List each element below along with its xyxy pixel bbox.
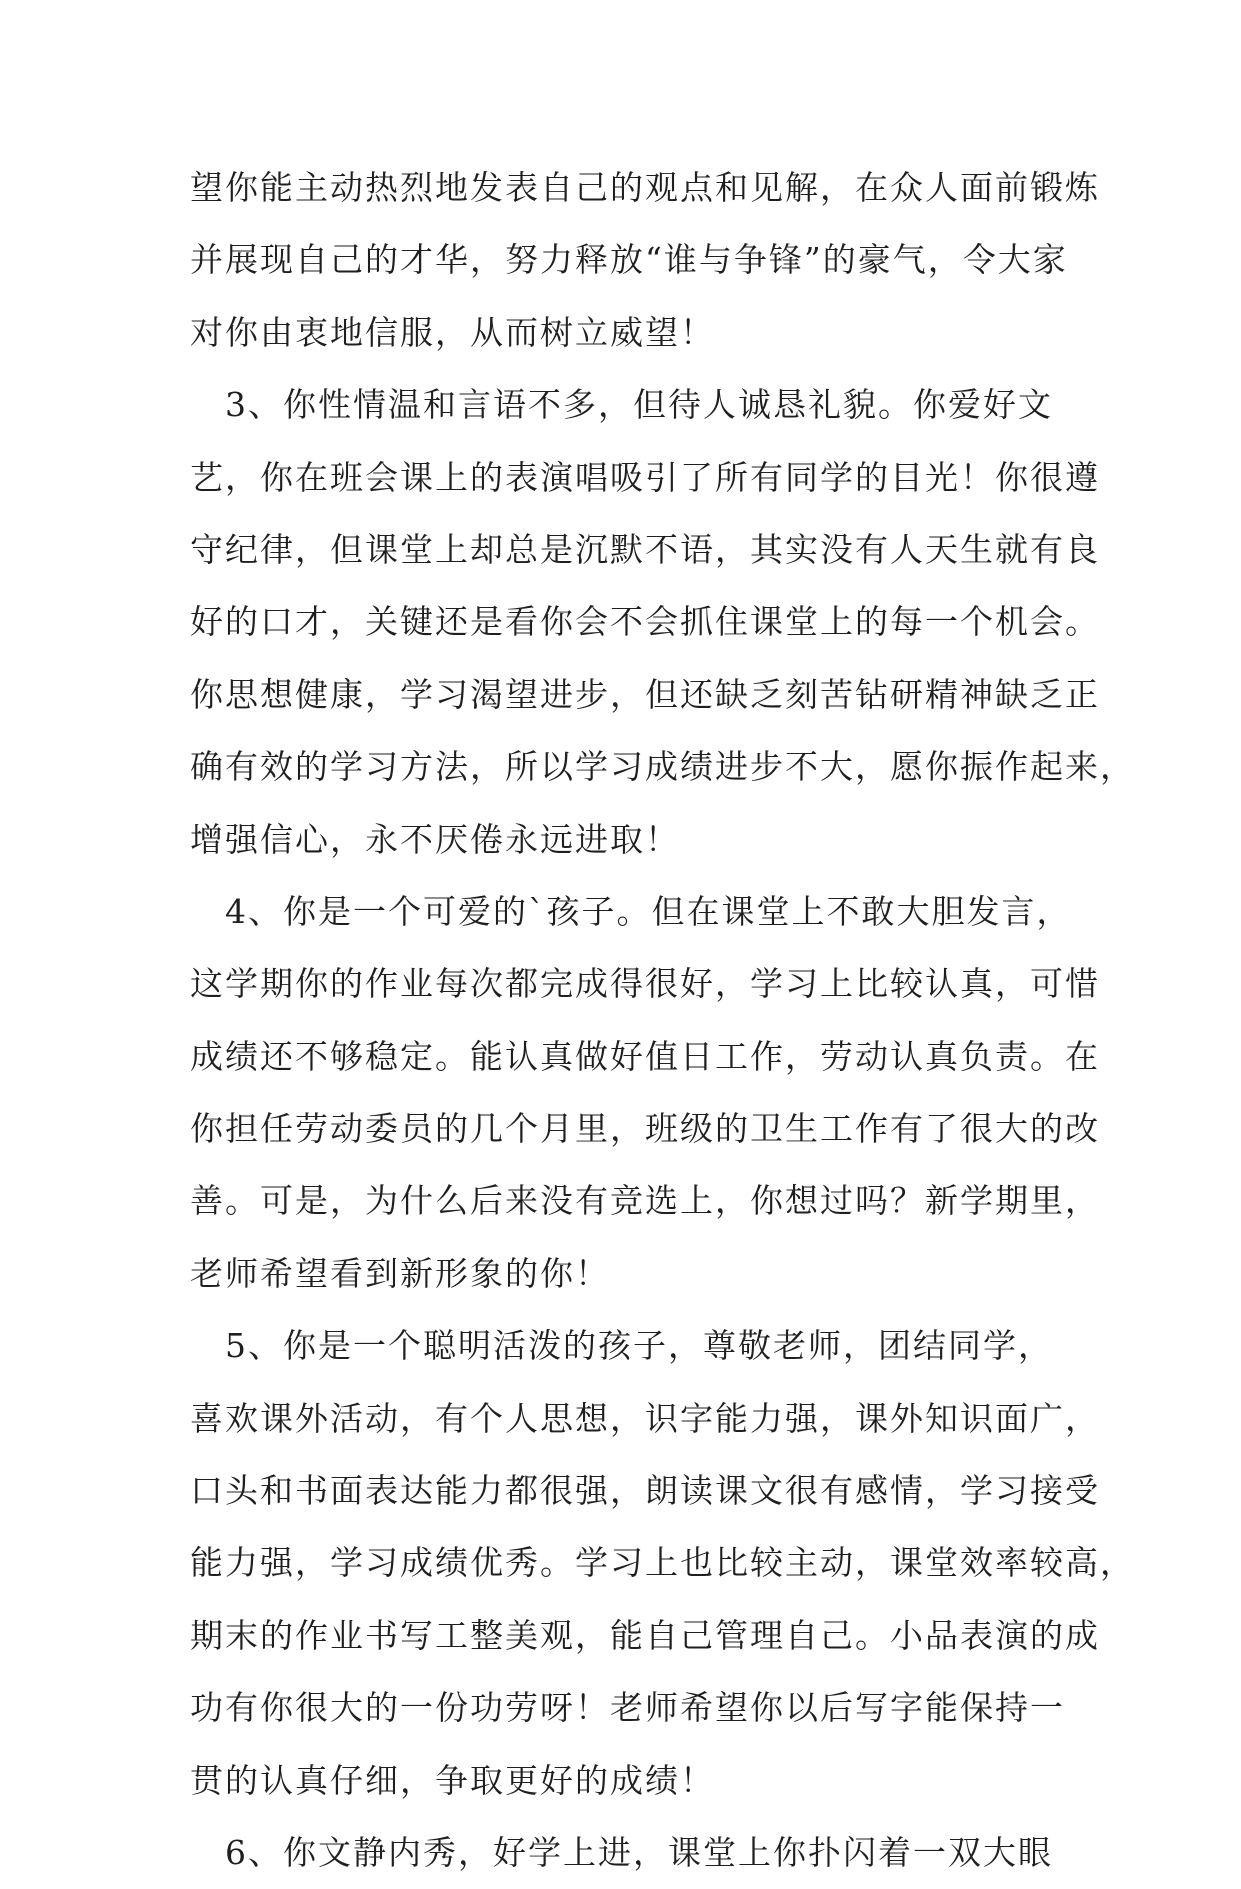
text-line: 4、你是一个可爱的`孩子。但在课堂上不敢大胆发言，	[190, 891, 1072, 931]
text-line: 喜欢课外活动，有个人思想，识字能力强，课外知识面广，	[190, 1398, 1100, 1438]
text-line: 功有你很大的一份功劳呀！老师希望你以后写字能保持一	[190, 1688, 1065, 1728]
text-line: 确有效的学习方法，所以学习成绩进步不大，愿你振作起来，	[190, 747, 1135, 787]
text-line: 善。可是，为什么后来没有竞选上，你想过吗？新学期里，	[190, 1181, 1100, 1221]
text-line: 好的口才，关键还是看你会不会抓住课堂上的每一个机会。	[190, 602, 1100, 642]
text-line: 口头和书面表达能力都很强，朗读课文很有感情，学习接受	[190, 1471, 1100, 1511]
text-line: 3、你性情温和言语不多，但待人诚恳礼貌。你爱好文	[190, 385, 1053, 425]
text-line: 并展现自己的才华，努力释放“谁与争锋”的豪气，令大家	[190, 240, 1068, 280]
document-body	[190, 152, 1135, 1889]
text-line: 增强信心，永不厌倦永远进取！	[190, 819, 680, 859]
text-line: 5、你是一个聪明活泼的孩子，尊敬老师，团结同学，	[190, 1326, 1053, 1366]
text-line: 这学期你的作业每次都完成得很好，学习上比较认真，可惜	[190, 964, 1100, 1004]
text-line: 对你由衷地信服，从而树立威望！	[190, 312, 715, 352]
text-line: 成绩还不够稳定。能认真做好值日工作，劳动认真负责。在	[190, 1036, 1100, 1076]
text-line: 贯的认真仔细，争取更好的成绩！	[190, 1760, 715, 1800]
text-line: 你担任劳动委员的几个月里，班级的卫生工作有了很大的改	[190, 1109, 1100, 1149]
text-line: 望你能主动热烈地发表自己的观点和见解，在众人面前锻炼	[190, 168, 1100, 207]
text-line: 期末的作业书写工整美观，能自己管理自己。小品表演的成	[190, 1615, 1100, 1655]
text-line: 能力强，学习成绩优秀。学习上也比较主动，课堂效率较高，	[190, 1543, 1135, 1583]
text-line: 你思想健康，学习渴望进步，但还缺乏刻苦钻研精神缺乏正	[190, 674, 1100, 714]
text-line: 6、你文静内秀，好学上进，课堂上你扑闪着一双大眼	[190, 1832, 1053, 1872]
text-line: 艺，你在班会课上的表演唱吸引了所有同学的目光！你很遵	[190, 457, 1100, 497]
text-line: 守纪律，但课堂上却总是沉默不语，其实没有人天生就有良	[190, 529, 1100, 569]
text-line: 老师希望看到新形象的你！	[190, 1253, 610, 1293]
